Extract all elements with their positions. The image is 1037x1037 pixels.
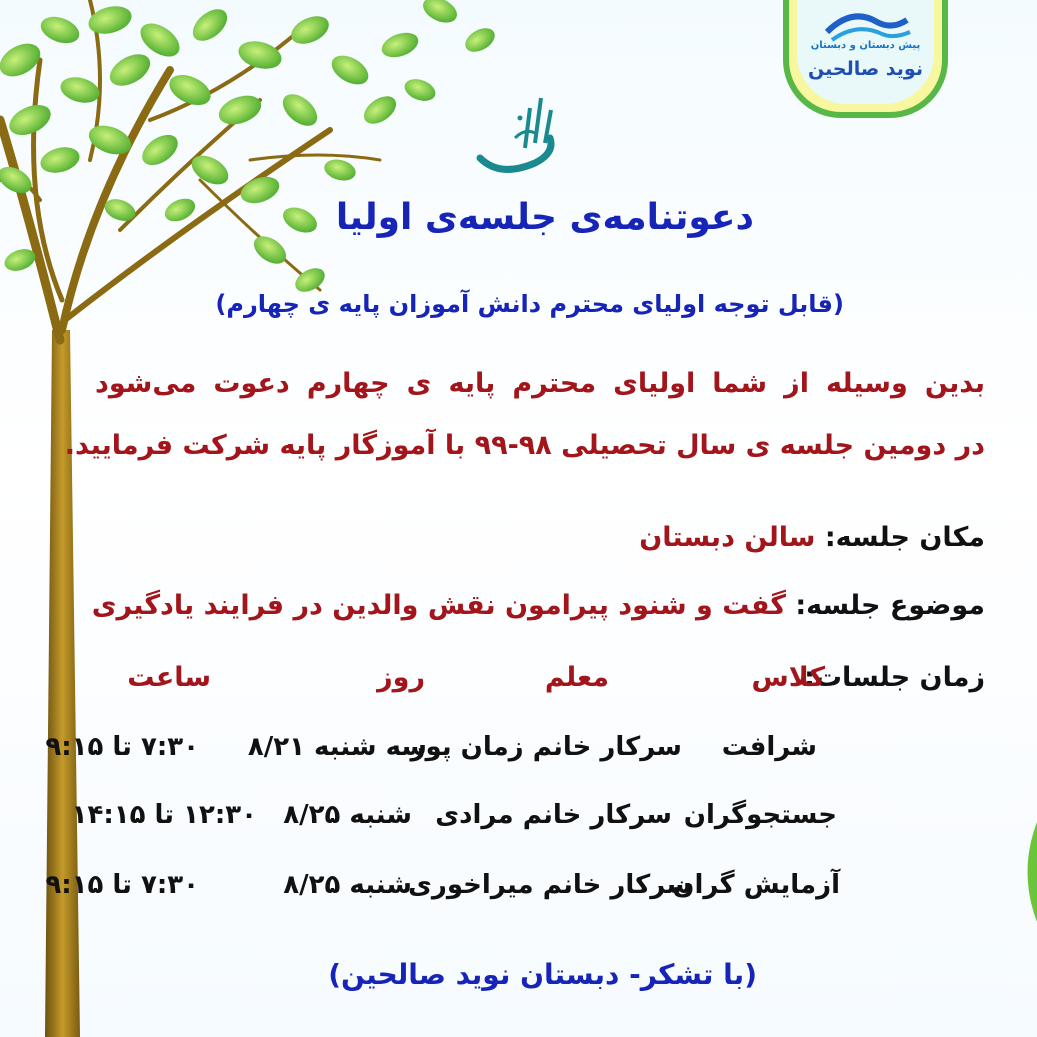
row1-teacher: سرکار خانم زمان پور xyxy=(410,732,682,762)
row3-time: ۷:۳۰ تا ۹:۱۵ xyxy=(45,870,199,900)
row2-day: شنبه ۸/۲۵ xyxy=(283,800,412,830)
row2-time: ۱۲:۳۰ تا ۱۴:۱۵ xyxy=(71,800,257,830)
row1-day: سه شنبه ۸/۲۱ xyxy=(247,732,427,762)
header-day: روز xyxy=(377,662,425,693)
topic-value: گفت و شنود پیرامون نقش والدین در فرایند یادگیری xyxy=(91,590,786,621)
leaf-fragment xyxy=(1018,822,1037,922)
header-teacher: معلم xyxy=(544,662,609,693)
meeting-place xyxy=(639,522,985,553)
row3-day: شنبه ۸/۲۵ xyxy=(283,870,412,900)
row1-time: ۷:۳۰ تا ۹:۱۵ xyxy=(45,732,199,762)
row3-class: آزمایش گران xyxy=(672,870,840,900)
wave-icon xyxy=(822,2,912,42)
school-logo xyxy=(783,0,948,118)
header-class: کلاس xyxy=(751,662,825,693)
logo-subtitle: پیش دبستان و دبستان xyxy=(810,40,921,51)
invitation-line-2: در دومین جلسه ی سال تحصیلی ۹۸-۹۹ با آموزگار پایه شرکت فرمایید. xyxy=(64,430,985,461)
schedule-label: زمان جلسات: xyxy=(804,662,985,693)
place-value: سالن دبستان xyxy=(639,522,816,553)
logo-name: نوید صالحین xyxy=(808,58,923,80)
bismillah-calligraphy xyxy=(475,88,580,178)
header-time: ساعت xyxy=(127,662,211,693)
row2-teacher: سرکار خانم مرادی xyxy=(435,800,672,830)
meeting-topic xyxy=(92,590,985,621)
row1-class: شرافت xyxy=(721,732,817,762)
row2-class: جستجوگران xyxy=(683,800,837,830)
invitation-line-1: بدین وسیله از شما اولیای محترم پایه ی چهارم دعوت می‌شود xyxy=(95,368,985,399)
row3-teacher: سرکار خانم میراخوری xyxy=(408,870,692,900)
page-subtitle: (قابل توجه اولیای محترم دانش آموزان پایه ی چهارم) xyxy=(215,290,844,318)
topic-label: موضوع جلسه: xyxy=(795,590,985,621)
thanks-note: (با تشکر- دبستان نوید صالحین) xyxy=(328,958,757,991)
page-title: دعوتنامه‌ی جلسه‌ی اولیا xyxy=(335,197,754,238)
place-label: مکان جلسه: xyxy=(824,522,985,553)
